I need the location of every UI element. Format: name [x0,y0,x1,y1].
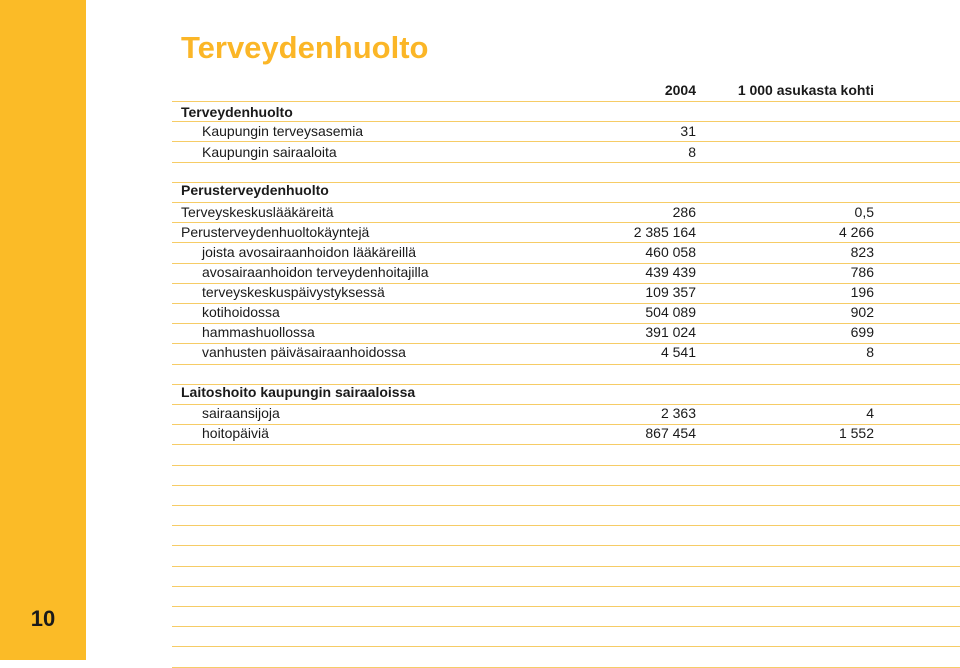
value-per-capita: 8 [866,344,874,360]
row-label: Perusterveydenhuoltokäyntejä [181,224,370,240]
value-2004: 867 454 [645,425,696,441]
rule-line [172,545,960,546]
rule-line [172,465,960,466]
value-2004: 4 541 [660,344,696,360]
table-row [0,121,960,141]
row-label: Terveyskeskuslääkäreitä [181,204,334,220]
table-row [0,403,960,423]
rule-line [172,606,960,607]
value-per-capita: 902 [850,304,874,320]
table-row [0,180,960,200]
value-per-capita: 0,5 [854,204,874,220]
rule-line [172,505,960,506]
rule-line [172,626,960,627]
value-2004: 2 363 [660,405,696,421]
value-2004: 31 [680,123,696,139]
row-label: Kaupungin terveysasemia [202,123,364,139]
value-2004: 460 058 [645,244,696,260]
rule-line [172,444,960,445]
value-per-capita: 1 552 [838,425,874,441]
table-row [0,202,960,222]
row-label: sairaansijoja [202,405,280,421]
section-heading: Laitoshoito kaupungin sairaaloissa [181,384,416,400]
value-per-capita: 4 266 [838,224,874,240]
value-2004: 2 385 164 [633,224,696,240]
table-row [0,242,960,262]
value-2004: 8 [688,144,696,160]
rule-line [172,586,960,587]
section-heading: Terveydenhuolto [181,104,293,120]
rule-line [172,364,960,365]
section-heading: Perusterveydenhuolto [181,182,329,198]
row-label: terveyskeskuspäivystyksessä [202,284,385,300]
table-row [0,302,960,322]
row-label: joista avosairaanhoidon lääkäreillä [202,244,417,260]
table-row [0,222,960,242]
table-row [0,342,960,362]
rule-line [172,485,960,486]
row-label: kotihoidossa [202,304,280,320]
value-per-capita: 699 [850,324,874,340]
row-label: Kaupungin sairaaloita [202,144,337,160]
table-row [0,282,960,302]
column-header-per-capita: 1 000 asukasta kohti [737,82,874,98]
page-title: Terveydenhuolto [181,30,429,65]
table-row [0,102,960,122]
value-per-capita: 786 [850,264,874,280]
row-label: vanhusten päiväsairaanhoidossa [202,344,406,360]
table-row [0,382,960,402]
rule-line [172,525,960,526]
rule-line [172,646,960,647]
table-row [0,322,960,342]
value-2004: 391 024 [645,324,696,340]
table-row [0,262,960,282]
row-label: hammashuollossa [202,324,315,340]
value-2004: 109 357 [645,284,696,300]
rule-line [172,566,960,567]
row-label: avosairaanhoidon terveydenhoitajilla [202,264,429,280]
value-per-capita: 823 [850,244,874,260]
row-label: hoitopäiviä [202,425,269,441]
page-number: 10 [30,606,56,631]
value-per-capita: 4 [866,405,874,421]
rule-line [172,667,960,668]
value-2004: 504 089 [645,304,696,320]
value-per-capita: 196 [850,284,874,300]
value-2004: 439 439 [645,264,696,280]
table-row [0,142,960,162]
value-2004: 286 [672,204,696,220]
column-header-year: 2004 [664,82,696,98]
table-row [0,423,960,443]
